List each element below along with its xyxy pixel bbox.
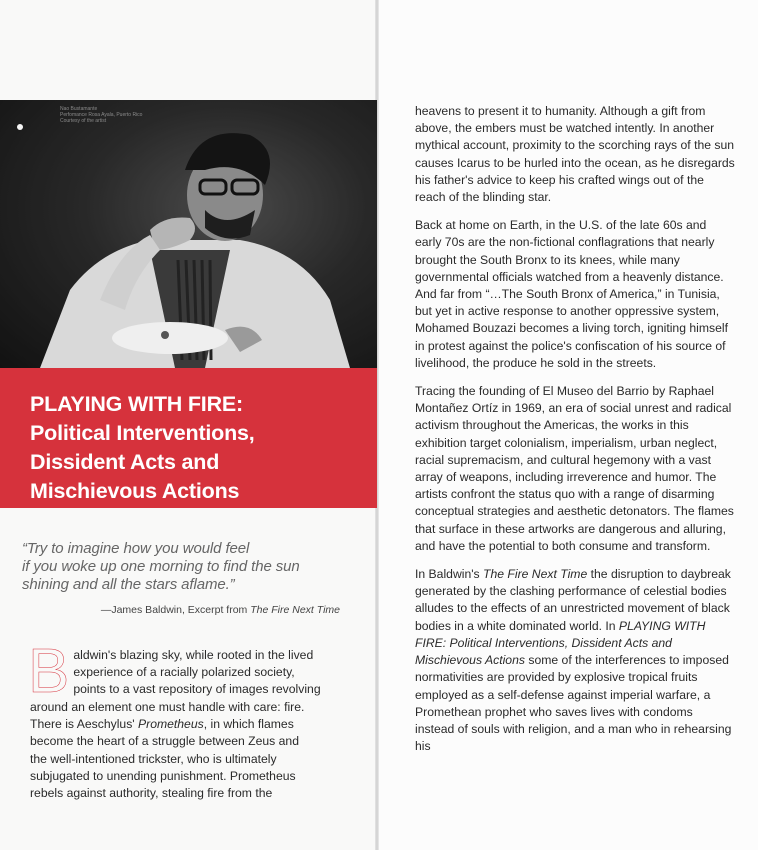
text-fragment: There is Aeschylus' [30,717,138,732]
quote-line: shining and all the stars aflame.” [22,576,235,593]
title-line: Political Interventions, [30,421,255,445]
photo-credit-line: Nao Bustamante [60,106,98,112]
body-line: rebels against authority, stealing fire from the [30,786,273,801]
body-line: subjugated to unending punishment. Prometheus [30,768,296,783]
text-fragment: some of the interferences to imposed normativities are provided by explosive tropical fruits employed as a self-defense against imperial warfare, a Promethean prophet who saves lives with condoms instead of souls with religion, and a man who in rehearsing his [415,653,732,754]
attribution-book-title: The Fire Next Time [250,604,340,616]
text-fragment: , in which flames [203,717,294,732]
paragraph: Back at home on Earth, in the U.S. of the late 60s and early 70s are the non-fictional conflagrations that nearly brought the South Bronx to its knees, while many governmental officials watched from a heavenly distance. And far from “…The South Bronx of America,” in Tunisia, but yet in active response to another oppressive system, Mohamed Bouzazi becomes a living torch, igniting himself in protest against the police's confiscation of his source of livelihood, the produce he sold in the streets. [415,218,728,370]
performance-photo [0,100,377,368]
quote-line: “Try to imagine how you would feel [22,540,250,557]
body-line: around an element one must handle with care: fire. [30,700,305,714]
photo-credit [60,106,200,124]
quote-line: if you woke up one morning to find the sun [22,558,300,575]
epigraph-quote [22,540,352,594]
body-line: experience of a racially polarized society, [73,665,295,680]
body-line [30,716,330,733]
exhibition-title-inline: PLAYING WITH FIRE: Political Interventions, Dissident Acts and Mischievous Actions [415,618,706,668]
body-line: the well-intentioned trickster, who is ultimately [30,751,277,766]
play-title: Prometheus [138,717,204,732]
text-fragment: the disruption to daybreak generated by the clashing performance of celestial bodies alludes to the effects of an unrestricted movement of black bodies in a white dominated world. In [415,567,731,633]
exhibition-title [30,390,365,506]
title-line: Dissident Acts and [30,450,220,474]
book-title: The Fire Next Time [483,567,588,582]
photo-credit-line: Perfomance Rosa Ayala, Puerto Rico [60,112,143,118]
right-column-text [415,103,735,766]
body-line: become the heart of a struggle between Zeus and [30,734,299,749]
left-column-text [28,637,330,802]
drop-cap: B [28,637,70,706]
paragraph: Tracing the founding of El Museo del Barrio by Raphael Montañez Ortíz in 1969, an era of social unrest and radical activism throughout the Americas, the works in this exhibition target colonialism, imperialism, urban neglect, racial supremacism, and cultural hegemony with a vast array of weapons, including irreverence and humor. The artists confront the status quo with a range of disarming conceptual strategies and aesthetic detonators. The flames that surface in these artworks are dangerous and alluring, and have the potential to both consume and transform. [415,384,734,553]
quote-attribution [30,604,340,616]
title-line: Mischievous Actions [30,479,240,503]
body-line: aldwin's blazing sky, while rooted in the lived [73,648,314,662]
performer-illustration [0,100,377,368]
title-banner [0,368,377,508]
photo-credit-line: Courtesy of the artist [60,118,107,124]
title-line: PLAYING WITH FIRE: [30,392,243,416]
body-line: points to a vast repository of images revolving [73,682,321,697]
text-fragment: In Baldwin's [415,567,484,582]
paragraph: heavens to present it to humanity. Although a gift from above, the embers must be watched intently. In another mythical account, proximity to the scorching rays of the sun causes Icarus to be hurled into the ocean, as he disregards his father's advice to keep his crafted wings out of the reach of the blinding star. [415,104,735,205]
attribution-prefix: —James Baldwin, Excerpt from [100,604,251,616]
paragraph [415,566,735,755]
